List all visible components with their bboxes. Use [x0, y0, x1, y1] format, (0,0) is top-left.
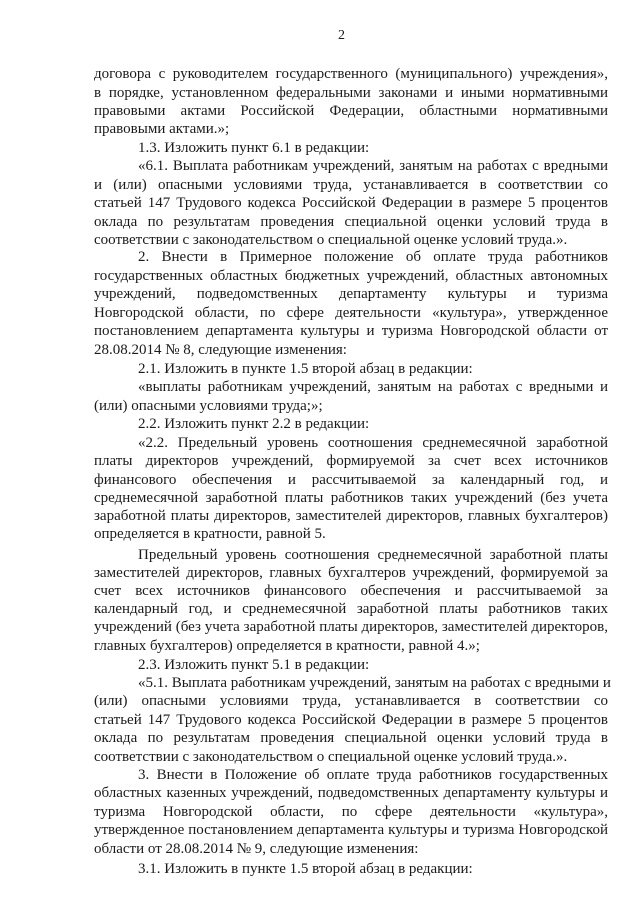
text-line: «6.1. Выплата работникам учреждений, занятым на работах с вредными	[138, 158, 608, 174]
text-line: Новгородской области, по сфере деятельности «культура», утвержденное	[94, 305, 608, 321]
text-line: соответствии с законодательством о специальной оценке условий труда.».	[94, 749, 568, 765]
text-line: постановлением департамента культуры и туризма Новгородской области от	[94, 323, 608, 339]
text-line: 28.08.2014 № 8, следующие изменения:	[94, 342, 347, 358]
text-line: 2.2. Изложить пункт 2.2 в редакции:	[138, 416, 370, 432]
text-line: 3. Внести в Положение об оплате труда работников государственных	[138, 767, 608, 783]
text-line: 2.3. Изложить пункт 5.1 в редакции:	[138, 657, 370, 673]
text-line: государственных областных бюджетных учреждений, областных автономных	[94, 268, 608, 284]
text-line: учреждений (без учета заработной платы директоров, заместителей директоров,	[94, 619, 608, 635]
text-line: оклада по результатам проведения специальной оценки условий труда в	[94, 214, 608, 230]
text-line: счет всех источников финансового обеспечения и рассчитываемой за	[94, 583, 608, 599]
text-line: среднемесячной заработной платы работников таких учреждений (без учета	[94, 490, 608, 506]
text-line: 1.3. Изложить пункт 6.1 в редакции:	[138, 140, 370, 156]
text-line: платы директоров учреждений, формируемой за счет всех источников	[94, 453, 608, 469]
text-line: (или) опасными условиями труда, устанавливается в соответствии со	[94, 693, 608, 709]
text-line: статьей 147 Трудового кодекса Российской Федерации в размере 5 процентов	[94, 712, 608, 728]
text-line: статьей 147 Трудового кодекса Российской Федерации в размере 5 процентов	[94, 195, 608, 211]
text-line: областных казенных учреждений, подведомственных департаменту культуры и	[94, 785, 608, 801]
text-line: оклада по результатам проведения специальной оценки условий труда в	[94, 730, 608, 746]
text-line: Предельный уровень соотношения среднемесячной заработной платы	[138, 547, 608, 563]
text-line: заместителей директоров, главных бухгалтеров учреждений, формируемой за	[94, 565, 608, 581]
text-line: и (или) опасными условиями труда, устанавливается в соответствии со	[94, 177, 608, 193]
text-line: в порядке, установленном федеральными законами и иными нормативными	[94, 85, 608, 101]
text-line: 2.1. Изложить в пункте 1.5 второй абзац в редакции:	[138, 361, 473, 377]
text-line: туризма Новгородской области, по сфере деятельности «культура»,	[94, 804, 608, 820]
text-line: (или) опасными условиями труда;»;	[94, 398, 323, 414]
text-line: «выплаты работникам учреждений, занятым на работах с вредными и	[138, 379, 608, 395]
page-number: 2	[338, 28, 345, 43]
text-line: области от 28.08.2014 № 9, следующие изменения:	[94, 841, 419, 857]
text-line: определяется в кратности, равной 5.	[94, 526, 326, 542]
text-line: календарный год, и среднемесячной заработной платы работников таких	[94, 601, 608, 617]
text-line: 2. Внести в Примерное положение об оплате труда работников	[138, 249, 608, 265]
text-line: «5.1. Выплата работникам учреждений, занятым на работах с вредными и	[138, 675, 611, 691]
text-line: правовыми актами.»;	[94, 121, 230, 137]
text-line: учреждений, подведомственных департаменту культуры и туризма	[94, 286, 608, 302]
text-line: договора с руководителем государственного (муниципального) учреждения»,	[94, 66, 608, 82]
text-line: финансового обеспечения и рассчитываемой за календарный год, и	[94, 472, 608, 488]
text-line: заработной платы директоров, заместителей директоров, главных бухгалтеров)	[94, 508, 608, 524]
text-line: правовыми актами Российской Федерации, областными нормативными	[94, 103, 608, 119]
text-line: соответствии с законодательством о специальной оценке условий труда.».	[94, 232, 568, 248]
text-line: главных бухгалтеров) определяется в кратности, равной 4.»;	[94, 638, 480, 654]
text-line: утвержденное постановлением департамента культуры и туризма Новгородской	[94, 822, 608, 838]
text-line: 3.1. Изложить в пункте 1.5 второй абзац в редакции:	[138, 861, 473, 877]
text-line: «2.2. Предельный уровень соотношения среднемесячной заработной	[138, 435, 608, 451]
